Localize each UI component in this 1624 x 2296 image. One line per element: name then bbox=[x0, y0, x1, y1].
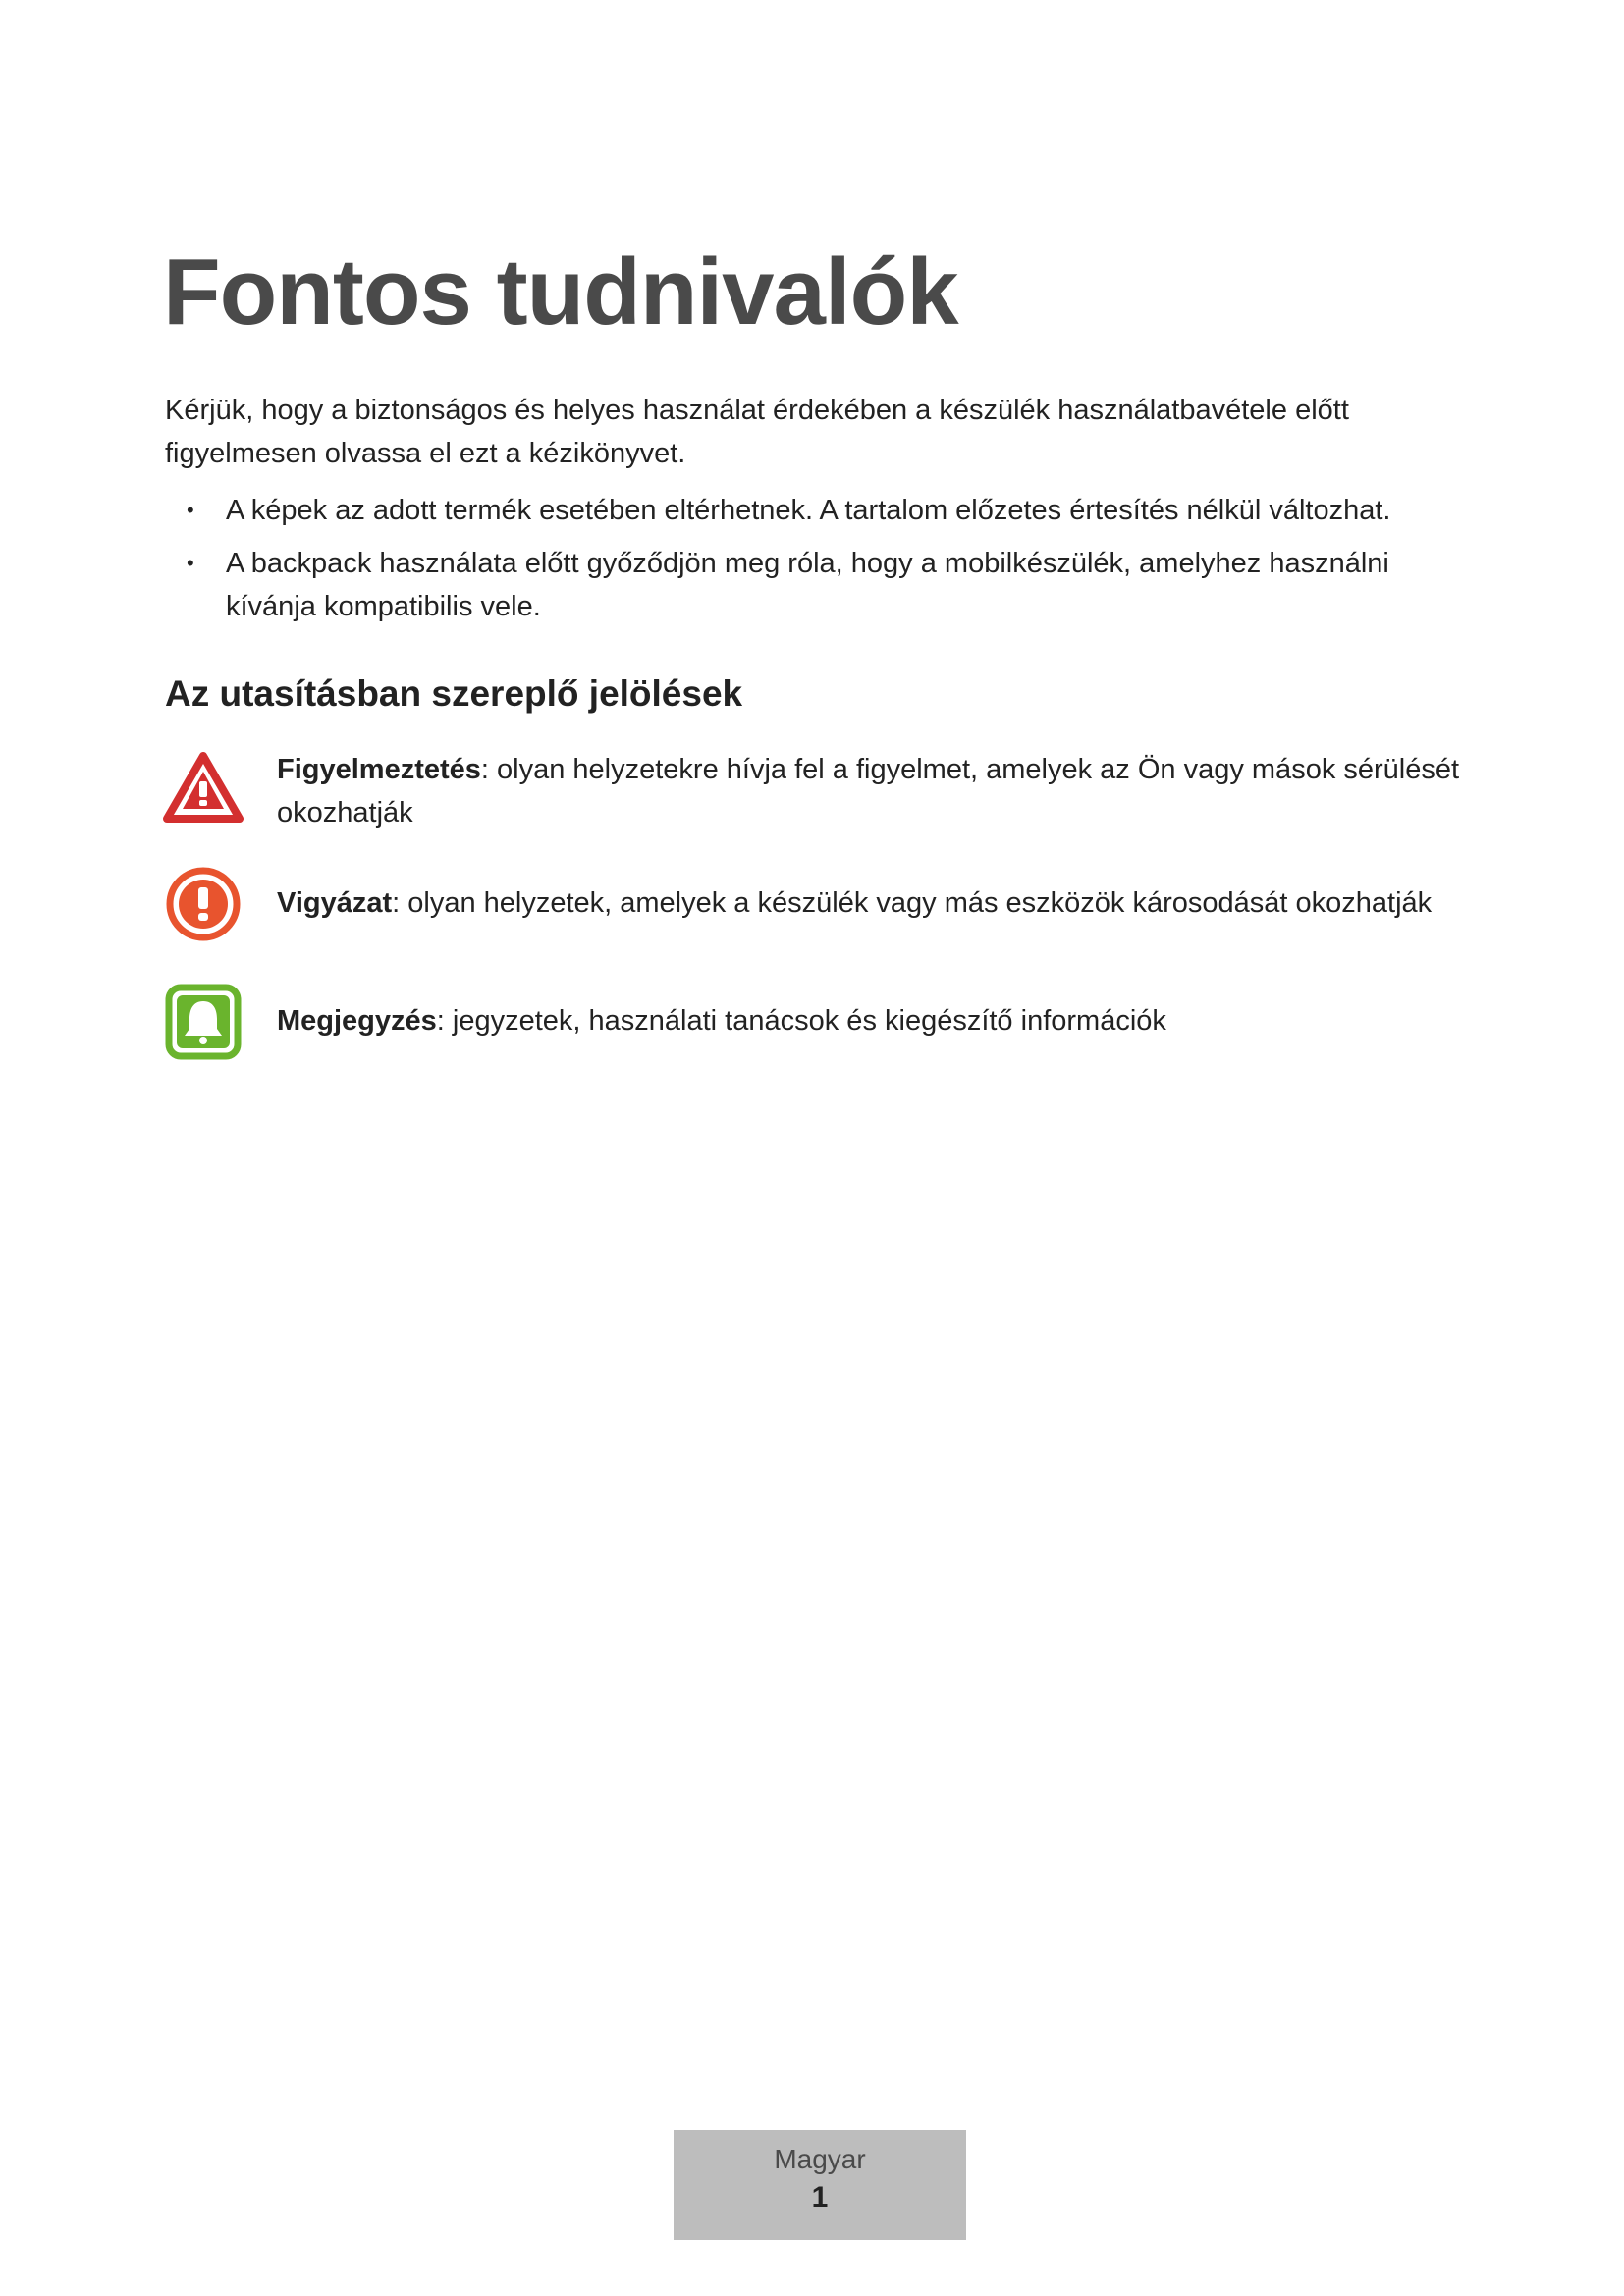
bullet-text: A képek az adott termék esetében eltérhetnek. A tartalom előzetes értesítés nélkül változhat. bbox=[226, 495, 1391, 526]
legend-description: : olyan helyzetek, amelyek a készülék vagy más eszközök károsodását okozhatják bbox=[392, 887, 1433, 919]
legend-term: Megjegyzés bbox=[277, 1005, 437, 1037]
page-footer bbox=[674, 2130, 966, 2240]
legend-text bbox=[277, 881, 1494, 925]
legend-row-note bbox=[163, 982, 1479, 1070]
caution-circle-icon bbox=[163, 864, 244, 944]
legend-row-caution bbox=[163, 864, 1479, 952]
legend-term: Vigyázat bbox=[277, 887, 393, 919]
page-number: 1 bbox=[811, 2181, 829, 2214]
legend-row-warning bbox=[163, 748, 1479, 836]
footer-language: Magyar bbox=[774, 2144, 866, 2174]
legend-text bbox=[277, 748, 1494, 834]
bullet-text: A backpack használata előtt győződjön meg róla, hogy a mobilkészülék, amelyhez használni kívánja kompatibilis vele. bbox=[226, 548, 1389, 622]
bullet-dot-icon: • bbox=[187, 498, 194, 522]
legend-term: Figyelmeztetés bbox=[277, 754, 481, 785]
section-heading: Az utasításban szereplő jelölések bbox=[165, 673, 743, 714]
legend-text bbox=[277, 999, 1494, 1042]
intro-paragraph: Kérjük, hogy a biztonságos és helyes használat érdekében a készülék használatbavétele előtt figyelmesen olvassa el ezt a kézikönyvet. bbox=[165, 395, 1349, 469]
bullet-dot-icon: • bbox=[187, 551, 194, 575]
legend-description: : olyan helyzetekre hívja fel a figyelmet, amelyek az Ön vagy mások sérülését okozhatják bbox=[277, 754, 1460, 828]
page-title: Fontos tudnivalók bbox=[163, 240, 958, 345]
warning-triangle-icon bbox=[163, 748, 244, 828]
note-bell-icon bbox=[163, 982, 244, 1062]
bullet-item bbox=[165, 489, 1481, 532]
bullet-item bbox=[165, 542, 1481, 628]
legend-description: : jegyzetek, használati tanácsok és kiegészítő információk bbox=[436, 1005, 1166, 1037]
bullet-list bbox=[165, 489, 1481, 638]
